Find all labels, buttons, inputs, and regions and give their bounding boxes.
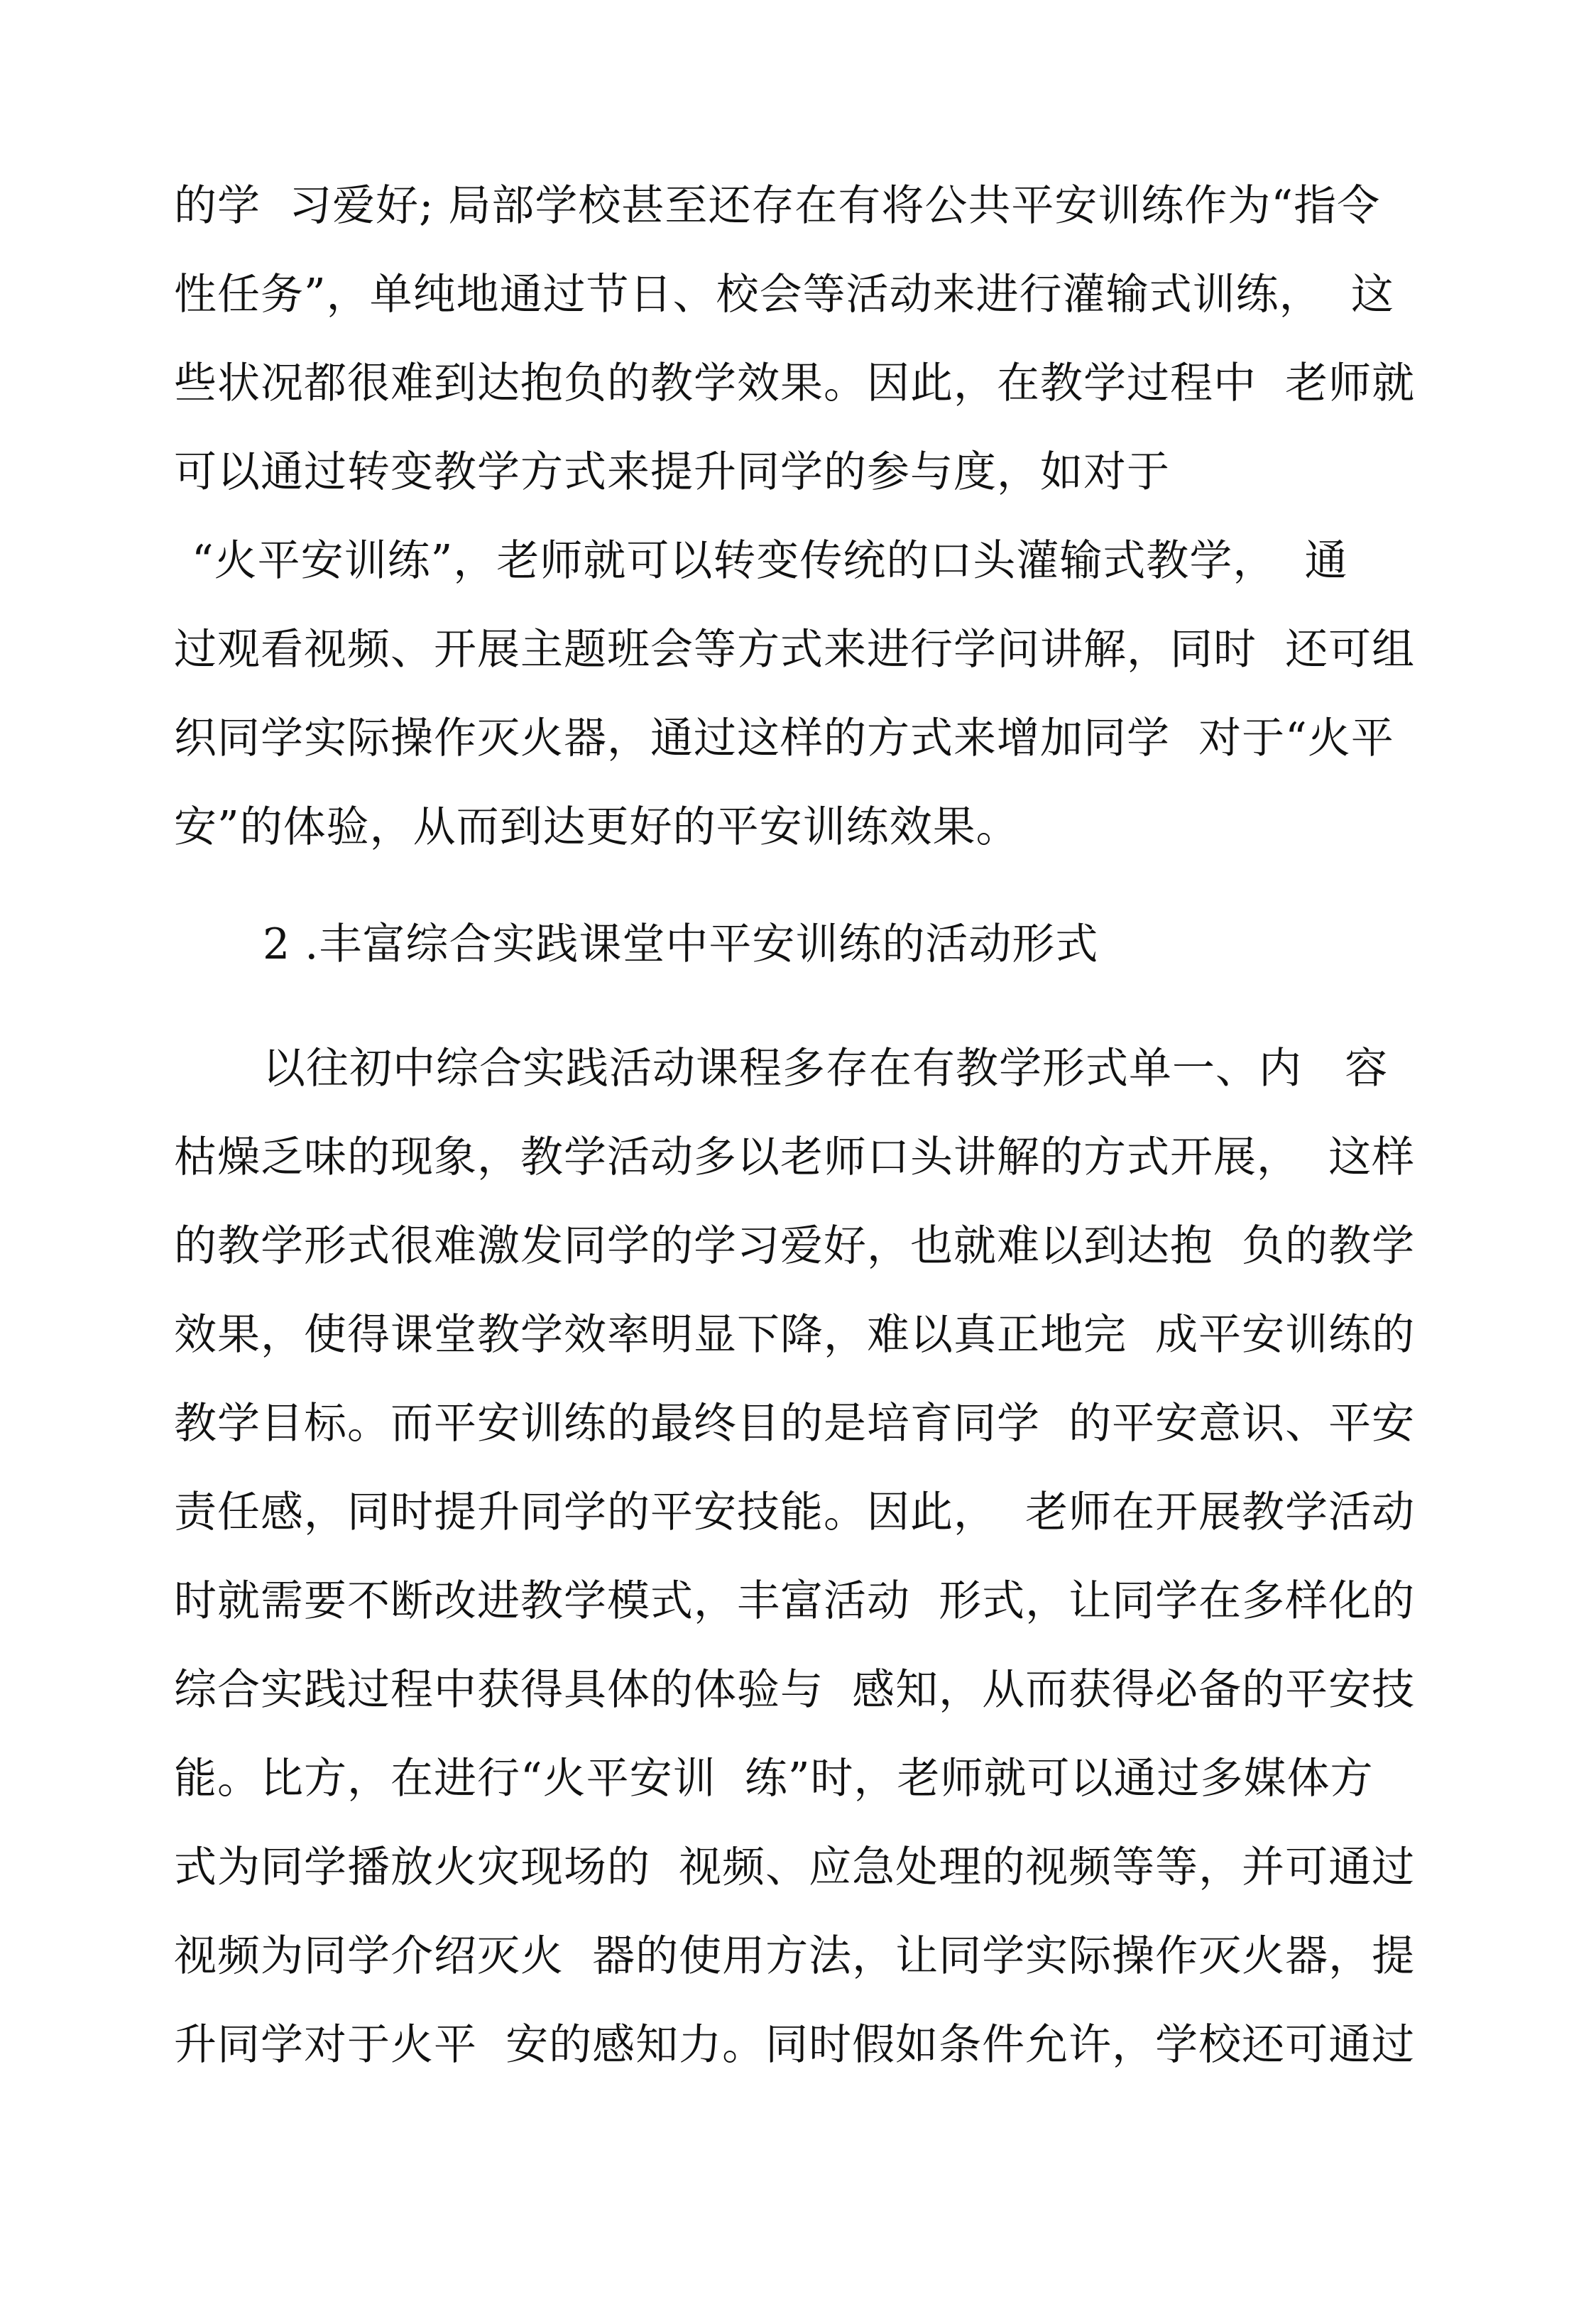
paragraph-2-line-4: 效果，使得课堂教学效率明显下降，难以真正地完 成平安训练的 (174, 1310, 1416, 1360)
paragraph-1-line-5: “火平安训练”，老师就可以转变传统的口头灌输式教学， 通 (192, 536, 1348, 586)
paragraph-1-line-7: 织同学实际操作灭火器，通过这样的方式来增加同学 对于“火平 (174, 714, 1394, 763)
paragraph-1-line-4: 可以通过转变教学方式来提升同学的参与度，如对于 (174, 447, 1170, 497)
paragraph-1-line-6: 过观看视频、开展主题班会等方式来进行学问讲解，同时 还可组 (174, 625, 1416, 675)
paragraph-1-line-2: 性任务”，单纯地通过节日、校会等活动来进行灌输式训练， 这 (174, 270, 1394, 320)
paragraph-2-line-2: 枯燥乏味的现象，教学活动多以老师口头讲解的方式开展， 这样 (174, 1133, 1416, 1182)
paragraph-2-line-7: 时就需要不断改进教学模式，丰富活动 形式，让同学在多样化的 (174, 1576, 1416, 1626)
paragraph-2-line-12: 升同学对于火平 安的感知力。同时假如条件允许，学校还可通过 (174, 2020, 1416, 2070)
paragraph-1-line-3: 些状况都很难到达抱负的教学效果。因此，在教学过程中 老师就 (174, 359, 1416, 408)
section-heading: 2 .丰富综合实践课堂中平安训练的活动形式 (263, 920, 1099, 969)
paragraph-2-line-1: 以往初中综合实践活动课程多存在有教学形式单一、内 容 (263, 1044, 1389, 1093)
paragraph-2-line-6: 责任感，同时提升同学的平安技能。因此， 老师在开展教学活动 (174, 1488, 1416, 1537)
paragraph-2-line-8: 综合实践过程中获得具体的体验与 感知，从而获得必备的平安技 (174, 1665, 1416, 1715)
paragraph-2-line-10: 式为同学播放火灾现场的 视频、应急处理的视频等等，并可通过 (174, 1843, 1416, 1892)
paragraph-2-line-5: 教学目标。而平安训练的最终目的是培育同学 的平安意识、平安 (174, 1399, 1416, 1449)
paragraph-2-line-9: 能。比方，在进行“火平安训 练”时，老师就可以通过多媒体方 (174, 1754, 1374, 1804)
paragraph-1-line-8: 安”的体验，从而到达更好的平安训练效果。 (174, 802, 1019, 852)
paragraph-2-line-3: 的教学形式很难激发同学的学习爱好，也就难以到达抱 负的教学 (174, 1221, 1416, 1271)
paragraph-1-line-1: 的学 习爱好; 局部学校甚至还存在有将公共平安训练作为“指令 (174, 181, 1381, 231)
paragraph-2-line-11: 视频为同学介绍灭火 器的使用方法，让同学实际操作灭火器，提 (174, 1931, 1416, 1981)
